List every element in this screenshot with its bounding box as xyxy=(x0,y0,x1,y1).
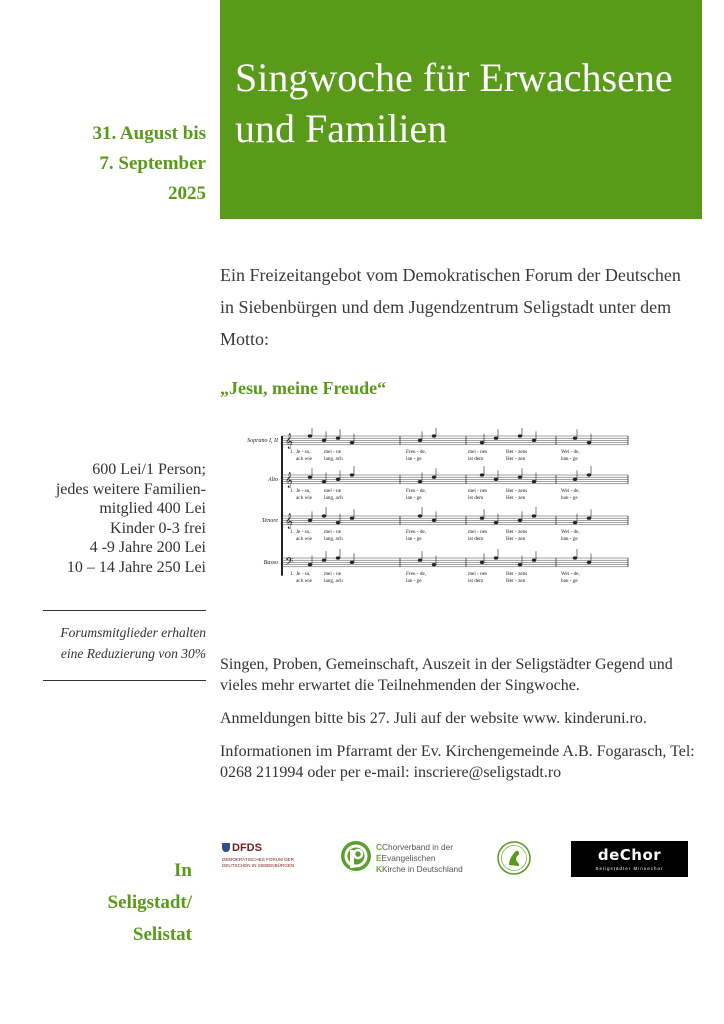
lyric-syllable: Her - zen xyxy=(506,535,526,542)
date-line: 2025 xyxy=(168,183,206,204)
verse-number: 1. xyxy=(290,488,294,494)
note-head xyxy=(336,437,340,440)
note-head xyxy=(587,473,591,476)
note-head xyxy=(432,434,436,437)
dechor-logo xyxy=(571,841,688,877)
treble-clef: 𝄞 xyxy=(285,514,293,529)
lyric-syllable: lan - ge xyxy=(406,494,422,501)
note-head xyxy=(480,517,484,520)
note-head xyxy=(308,476,312,479)
lyric-syllable: mei - ne xyxy=(324,528,341,535)
date-line: 7. September xyxy=(99,153,206,174)
price-line: jedes weitere Familien- xyxy=(55,480,206,498)
lyric-syllable: Her - zens xyxy=(506,528,528,535)
note-head xyxy=(573,556,577,559)
lyric-syllable: Freu - de, xyxy=(406,487,427,494)
note-head xyxy=(418,480,422,483)
lyric-syllable: lang, ach xyxy=(324,455,343,462)
divider xyxy=(43,680,206,681)
dfds-subtitle: DEMOKRATISCHES FORUM DER DEUTSCHEN IN SIEBENBÜRGEN xyxy=(222,857,295,868)
price-line: 10 – 14 Jahre 250 Lei xyxy=(66,558,206,576)
note-head xyxy=(480,441,484,444)
verse-number: 1. xyxy=(290,449,294,455)
body-paragraph: Anmeldungen bitte bis 27. Juli auf der website www. kinderuni.ro. xyxy=(220,710,647,727)
voice-label: Alto xyxy=(268,477,278,483)
lyric-syllable: mei - nes xyxy=(468,528,488,535)
divider xyxy=(43,610,206,611)
note-head xyxy=(308,519,312,522)
motto: „Jesu, meine Freude“ xyxy=(220,378,387,398)
dechor-subtitle: Seligstädter Minnechor xyxy=(595,866,664,871)
note-head xyxy=(494,556,498,559)
cev-line: EEvangelischen xyxy=(376,853,436,863)
shield-icon xyxy=(222,843,230,852)
lyric-syllable: ban - ge xyxy=(561,535,578,542)
price-line: mitglied 400 Lei xyxy=(99,500,206,517)
lyric-syllable: lan - ge xyxy=(406,577,422,584)
verse-number: 1. xyxy=(290,571,294,577)
lyric-syllable: ist dem xyxy=(468,577,484,584)
lyric-syllable: lan - ge xyxy=(406,535,422,542)
discount-note xyxy=(30,622,206,664)
place-line: Seligstadt/ xyxy=(107,892,192,913)
lyric-syllable: Her - zen xyxy=(506,577,526,584)
voice-label: Soprano I, II xyxy=(247,438,278,444)
lyric-syllable: Wei - de, xyxy=(561,528,580,535)
lyric-syllable: Wei - de, xyxy=(561,487,580,494)
note-head xyxy=(494,521,498,524)
note-head xyxy=(350,561,354,564)
note-head xyxy=(518,434,522,437)
note-head xyxy=(587,441,591,444)
note-head xyxy=(573,521,577,524)
note-head xyxy=(308,434,312,437)
lyric-syllable: mei - nes xyxy=(468,487,488,494)
dfds-name: DFDS xyxy=(232,842,262,854)
event-location xyxy=(40,855,192,951)
bass-clef: 𝄢 xyxy=(285,556,294,571)
lyric-syllable: mei - ne xyxy=(324,448,341,455)
treble-clef: 𝄞 xyxy=(285,473,293,488)
lyric-syllable: Her - zen xyxy=(506,455,526,462)
note-head xyxy=(587,561,591,564)
lyric-syllable: lang, ach xyxy=(324,535,343,542)
lyric-syllable: ban - ge xyxy=(561,455,578,462)
note-head xyxy=(494,437,498,440)
note-head xyxy=(336,556,340,559)
lyric-syllable: Wei - de, xyxy=(561,570,580,577)
lyric-syllable: Freu - de, xyxy=(406,570,427,577)
event-dates xyxy=(40,119,206,209)
lyric-syllable: mei - nes xyxy=(468,448,488,455)
note-head xyxy=(418,559,422,562)
dfds-logo xyxy=(222,842,302,876)
note-head xyxy=(350,473,354,476)
note-head xyxy=(336,478,340,481)
note-head xyxy=(518,476,522,479)
note-head xyxy=(322,439,326,442)
note-head xyxy=(336,521,340,524)
note-head xyxy=(322,480,326,483)
note-head xyxy=(573,478,577,481)
choir-emblem-icon xyxy=(340,840,372,872)
lyric-syllable: ach wie xyxy=(296,455,312,462)
lyric-syllable: ist dem xyxy=(468,494,484,501)
cev-line: KKirche in Deutschland xyxy=(376,864,463,874)
note-head xyxy=(532,439,536,442)
lyric-syllable: Freu - de, xyxy=(406,448,427,455)
lyric-syllable: lang, ach xyxy=(324,494,343,501)
note-head xyxy=(432,563,436,566)
lyric-syllable: Her - zens xyxy=(506,570,528,577)
discount-line: eine Reduzierung von 30% xyxy=(60,646,206,661)
verse-number: 1. xyxy=(290,529,294,535)
sheet-music xyxy=(220,428,630,598)
lyric-syllable: Je - su, xyxy=(296,528,311,535)
note-head xyxy=(350,441,354,444)
intro-text: Ein Freizeitangebot vom Demokratischen Forum der Deutschen in Siebenbürgen und dem Jugendzentrum Seligstadt unter dem Motto: xyxy=(220,265,681,349)
note-head xyxy=(322,559,326,562)
lyric-syllable: Je - su, xyxy=(296,487,311,494)
lyric-syllable: ach wie xyxy=(296,535,312,542)
lyric-syllable: Her - zens xyxy=(506,448,528,455)
price-list xyxy=(20,460,206,577)
note-head xyxy=(480,473,484,476)
note-head xyxy=(587,517,591,520)
note-head xyxy=(418,439,422,442)
note-head xyxy=(532,480,536,483)
note-head xyxy=(308,563,312,566)
date-line: 31. August bis xyxy=(92,123,206,144)
lyric-syllable: Je - su, xyxy=(296,448,311,455)
lyric-syllable: Her - zen xyxy=(506,494,526,501)
lyric-syllable: ist dem xyxy=(468,535,484,542)
price-line: 4 -9 Jahre 200 Lei xyxy=(89,539,206,556)
note-head xyxy=(350,517,354,520)
lyric-syllable: Wei - de, xyxy=(561,448,580,455)
youth-center-seal-icon xyxy=(497,841,531,875)
body-paragraph: Informationen im Pfarramt der Ev. Kirchengemeinde A.B. Fogarasch, Tel: 0268 211994 oder per e-mail: inscriere@seligstadt.ro xyxy=(220,743,695,781)
price-line: 600 Lei/1 Person; xyxy=(92,461,206,478)
voice-label: Tenore xyxy=(261,518,278,524)
place-line: Selistat xyxy=(132,924,192,945)
price-line: Kinder 0-3 frei xyxy=(110,519,206,537)
lyric-syllable: ist dem xyxy=(468,455,484,462)
note-head xyxy=(322,514,326,517)
note-head xyxy=(532,559,536,562)
choir-association-logo xyxy=(340,840,470,880)
note-head xyxy=(480,561,484,564)
note-head xyxy=(432,519,436,522)
dechor-name: deChor xyxy=(597,846,662,864)
note-head xyxy=(494,478,498,481)
lyric-syllable: lan - ge xyxy=(406,455,422,462)
lyric-syllable: Je - su, xyxy=(296,570,311,577)
body-text xyxy=(220,654,700,795)
lyric-syllable: ban - ge xyxy=(561,494,578,501)
lyric-syllable: lang, ach xyxy=(324,577,343,584)
treble-clef: 𝄞 xyxy=(285,434,293,449)
lyric-syllable: Freu - de, xyxy=(406,528,427,535)
voice-label: Basso xyxy=(263,560,278,566)
lyric-syllable: Her - zens xyxy=(506,487,528,494)
place-line: In xyxy=(174,860,192,881)
discount-line: Forumsmitglieder erhalten xyxy=(60,625,206,640)
note-head xyxy=(573,437,577,440)
note-head xyxy=(418,514,422,517)
lyric-syllable: ach wie xyxy=(296,494,312,501)
note-head xyxy=(518,519,522,522)
note-head xyxy=(432,476,436,479)
page-title: Singwoche für Erwachsene und Familien xyxy=(235,55,673,151)
lyric-syllable: ban - ge xyxy=(561,577,578,584)
lyric-syllable: mei - ne xyxy=(324,570,341,577)
lyric-syllable: mei - ne xyxy=(324,487,341,494)
lyric-syllable: mei - nes xyxy=(468,570,488,577)
body-paragraph: Singen, Proben, Gemeinschaft, Auszeit in der Seligstädter Gegend und vieles mehr erwartet die Teilnehmenden der Singwoche. xyxy=(220,656,673,694)
cev-line: CChorverband in der xyxy=(376,842,454,852)
note-head xyxy=(518,563,522,566)
note-head xyxy=(532,514,536,517)
lyric-syllable: ach wie xyxy=(296,577,312,584)
